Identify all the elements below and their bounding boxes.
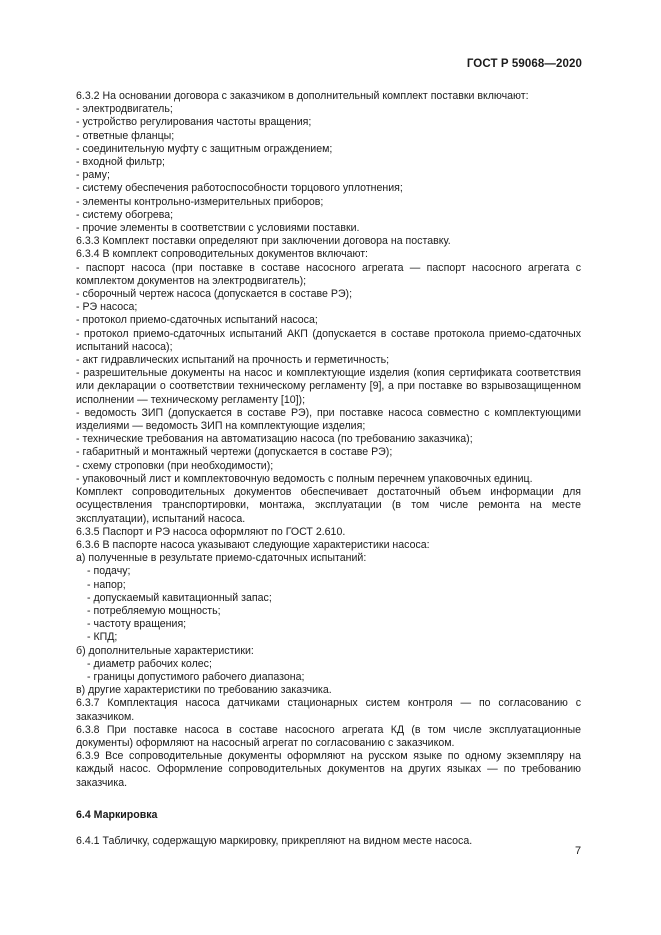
list-item: - напор;	[87, 578, 126, 591]
paragraph: 6.3.6 В паспорте насоса указывают следующие характеристики насоса:	[76, 538, 430, 551]
list-item: б) дополнительные характеристики:	[76, 644, 254, 657]
paragraph: 6.3.2 На основании договора с заказчиком в дополнительный комплект поставки включают:	[76, 90, 529, 102]
paragraph: 6.4.1 Табличку, содержащую маркировку, прикрепляют на видном месте насоса.	[76, 834, 473, 847]
list-item: - протокол приемо-сдаточных испытаний насоса;	[76, 314, 318, 327]
list-item: - устройство регулирования частоты вращения;	[76, 116, 312, 129]
list-item: в) другие характеристики по требованию заказчика.	[76, 684, 332, 697]
list-item: - раму;	[76, 169, 110, 182]
paragraph: 6.3.9 Все сопроводительные документы оформляют на русском языке по одному экземпляру на каждый насос. Оформление сопроводительных документов на других языках — по требованию заказчика.	[76, 750, 581, 789]
list-item: - ответные фланцы;	[76, 129, 175, 142]
document-code-header: ГОСТ Р 59068—2020	[466, 58, 582, 70]
list-item: - сборочный чертеж насоса (допускается в составе РЭ);	[76, 288, 353, 301]
list-item: - соединительную муфту с защитным ограждением;	[76, 142, 333, 155]
list-item: - акт гидравлических испытаний на прочность и герметичность;	[76, 354, 390, 367]
list-item: - электродвигатель;	[76, 103, 173, 116]
paragraph: 6.3.8 При поставке насоса в составе насосного агрегата КД (в том числе эксплуатационные документы) оформляют на насосный агрегат по согласованию с заказчиком.	[76, 723, 581, 749]
list-item: - КПД;	[87, 631, 118, 644]
paragraph: - ведомость ЗИП (допускается в составе РЭ), при поставке насоса совместно с комплектующими изделиями — ведомость ЗИП на комплектующие изделия;	[76, 406, 581, 433]
list-item: - потребляемую мощность;	[87, 604, 221, 617]
paragraph: - протокол приемо-сдаточных испытаний АКП (допускается в составе протокола приемо-сдаточных испытаний насоса);	[76, 327, 581, 353]
list-item: - элементы контрольно-измерительных приборов;	[76, 195, 324, 208]
list-item: - габаритный и монтажный чертежи (допускается в составе РЭ);	[76, 446, 393, 459]
paragraph: Комплект сопроводительных документов обеспечивает достаточный объем информации для осуществления транспортировки, монтажа, эксплуатации (в том числе ремонта на месте эксплуатации), испытаний насоса.	[76, 486, 581, 525]
paragraph: 6.3.5 Паспорт и РЭ насоса оформляют по ГОСТ 2.610.	[76, 525, 346, 538]
page-number: 7	[575, 845, 582, 857]
list-item: - прочие элементы в соответствии с условиями поставки.	[76, 222, 360, 235]
list-item: - технические требования на автоматизацию насоса (по требованию заказчика);	[76, 433, 473, 446]
list-item: - допускаемый кавитационный запас;	[87, 591, 272, 604]
list-item: - систему обогрева;	[76, 208, 174, 221]
list-item: - РЭ насоса;	[76, 301, 138, 314]
section-heading: 6.4 Маркировка	[76, 808, 158, 821]
paragraph: 6.3.3 Комплект поставки определяют при заключении договора на поставку.	[76, 235, 451, 248]
list-item: - систему обеспечения работоспособности торцового уплотнения;	[76, 182, 403, 195]
list-item: - подачу;	[87, 565, 131, 578]
list-item: - частоту вращения;	[87, 618, 187, 631]
list-item: - границы допустимого рабочего диапазона;	[87, 670, 305, 683]
document-body	[76, 90, 581, 848]
list-item: - диаметр рабочих колес;	[87, 657, 212, 670]
paragraph: - разрешительные документы на насос и комплектующие изделия (копия сертификата соответствия или декларации о соответствии техническому регламенту [9], а при поставке во взрывозащищенном исполнении — техническому регламенту [10]);	[76, 367, 581, 406]
paragraph: 6.3.4 В комплект сопроводительных документов включают:	[76, 248, 368, 261]
paragraph: - паспорт насоса (при поставке в составе насосного агрегата — паспорт насосного агрегата с комплектом документов на электродвигатель);	[76, 261, 581, 287]
list-item: а) полученные в результате приемо-сдаточных испытаний:	[76, 552, 367, 565]
list-item: - упаковочный лист и комплектовочную ведомость с полным перечнем упаковочных единиц.	[76, 472, 533, 485]
paragraph: 6.3.7 Комплектация насоса датчиками стационарных систем контроля — по согласованию с заказчиком.	[76, 697, 581, 723]
list-item: - схему строповки (при необходимости);	[76, 459, 274, 472]
list-item: - входной фильтр;	[76, 156, 165, 169]
